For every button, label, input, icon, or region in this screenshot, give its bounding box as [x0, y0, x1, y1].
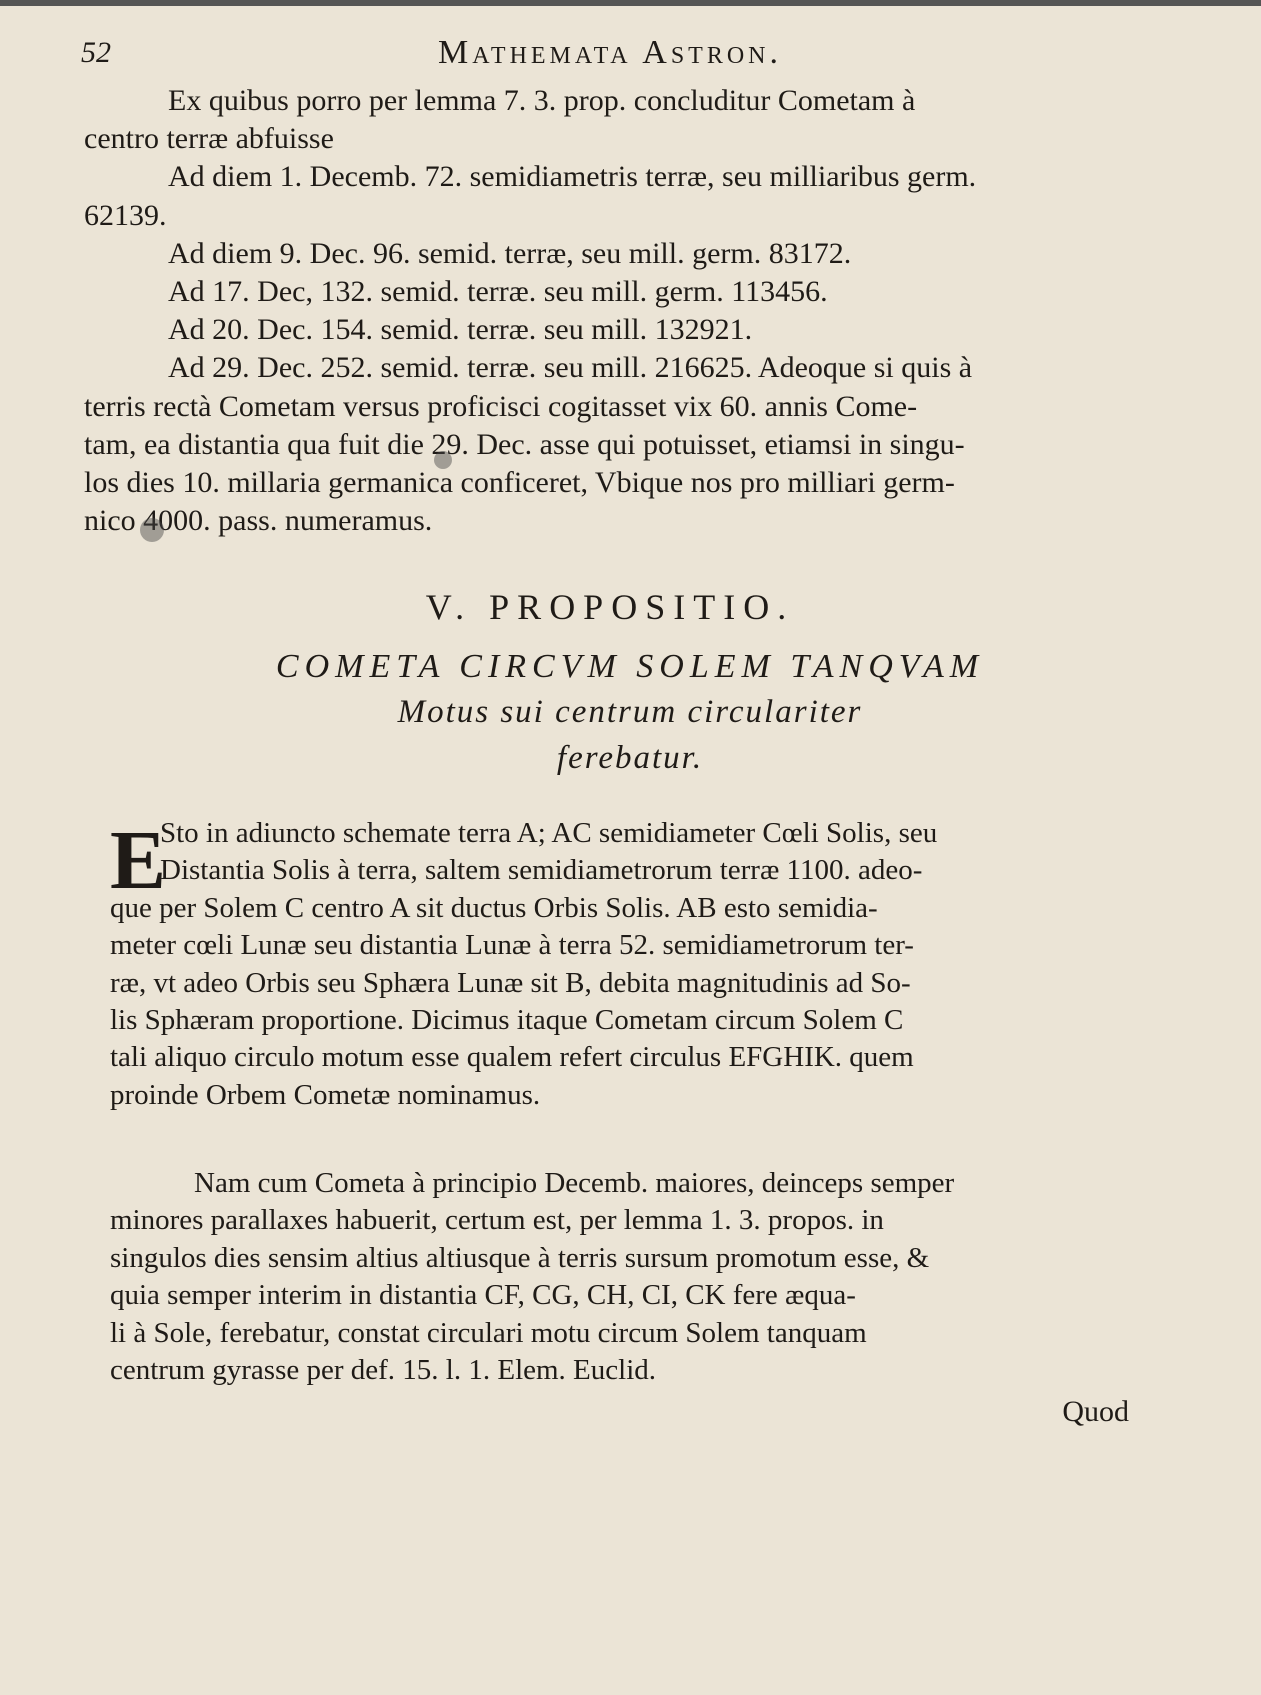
opening-text — [84, 82, 1134, 540]
proof-line: Sto in adiuncto schemate terra A; AC semidiameter Cœli Solis, seu — [160, 817, 938, 849]
proof-line: proinde Orbem Cometæ nominamus. — [110, 1078, 541, 1111]
drop-cap: E — [110, 814, 167, 907]
opening-line: Ad 29. Dec. 252. semid. terræ. seu mill. 216625. Adeoque si quis à — [168, 351, 973, 385]
opening-line: los dies 10. millaria germanica conficeret, Vbique nos pro milliari germ- — [84, 466, 955, 500]
ink-spot — [140, 518, 164, 542]
proposition-subtitle-line3: ferebatur. — [556, 740, 704, 776]
opening-line: tam, ea distantia qua fuit die 29. Dec. asse qui potuisset, etiamsi in singu- — [84, 427, 965, 461]
page-header — [0, 18, 1261, 71]
opening-line: Ad 20. Dec. 154. semid. terræ. seu mill. 132921. — [168, 313, 753, 347]
proof-line: ræ, vt adeo Orbis seu Sphæra Lunæ sit B, debita magnitudinis ad So- — [110, 966, 911, 999]
argument-line: singulos dies sensim altius altiusque à terris sursum promotum esse, & — [110, 1241, 930, 1274]
running-head: Mathemata Astron. — [438, 34, 782, 71]
argument-line: centrum gyrasse per def. 15. l. 1. Elem. Euclid. — [110, 1354, 657, 1387]
opening-line: Ad diem 1. Decemb. 72. semidiametris terræ, seu milliaribus germ. — [168, 160, 977, 194]
proof-line: tali aliquo circulo motum esse qualem refert circulus EFGHIK. quem — [110, 1041, 914, 1074]
ink-spot — [434, 451, 452, 469]
proof-line: meter cœli Lunæ seu distantia Lunæ à terra 52. semidiametrorum ter- — [110, 929, 914, 962]
proof-line: lis Sphæram proportione. Dicimus itaque Cometam circum Solem C — [110, 1004, 904, 1037]
proof-line: Distantia Solis à terra, saltem semidiametrorum terræ 1100. adeo- — [160, 854, 923, 887]
catchword: Quod — [1062, 1395, 1129, 1428]
argument-line: li à Sole, ferebatur, constat circulari motu circum Solem tanquam — [110, 1316, 867, 1349]
opening-line: terris rectà Cometam versus proficisci cogitasset vix 60. annis Come- — [84, 389, 918, 423]
proposition-subtitle-line1: COMETA CIRCVM SOLEM TANQVAM — [275, 648, 985, 685]
argument-line: Nam cum Cometa à principio Decemb. maiores, deinceps semper — [194, 1167, 955, 1199]
opening-line: centro terræ abfuisse — [84, 122, 334, 156]
opening-line: 62139. — [84, 198, 167, 232]
scan-top-border — [0, 0, 1261, 6]
page-number: 52 — [81, 36, 111, 69]
argument-paragraph — [110, 1165, 1125, 1389]
opening-line: Ad 17. Dec, 132. semid. terræ. seu mill. germ. 113456. — [168, 275, 828, 309]
argument-line: minores parallaxes habuerit, certum est, per lemma 1. 3. propos. in — [110, 1204, 884, 1237]
opening-line: Ad diem 9. Dec. 96. semid. terræ, seu mill. germ. 83172. — [168, 236, 852, 270]
proof-line: que per Solem C centro A sit ductus Orbis Solis. AB esto semidia- — [110, 891, 878, 924]
opening-line: nico 4000. pass. numeramus. — [84, 504, 433, 538]
argument-line: quia semper interim in distantia CF, CG, CH, CI, CK fere æqua- — [110, 1279, 856, 1312]
proof-paragraph — [110, 815, 1125, 1114]
proposition-title: V. PROPOSITIO. — [425, 587, 795, 627]
opening-line: Ex quibus porro per lemma 7. 3. prop. concluditur Cometam à — [168, 84, 916, 117]
proposition-subtitle-line2: Motus sui centrum circulariter — [397, 694, 863, 730]
